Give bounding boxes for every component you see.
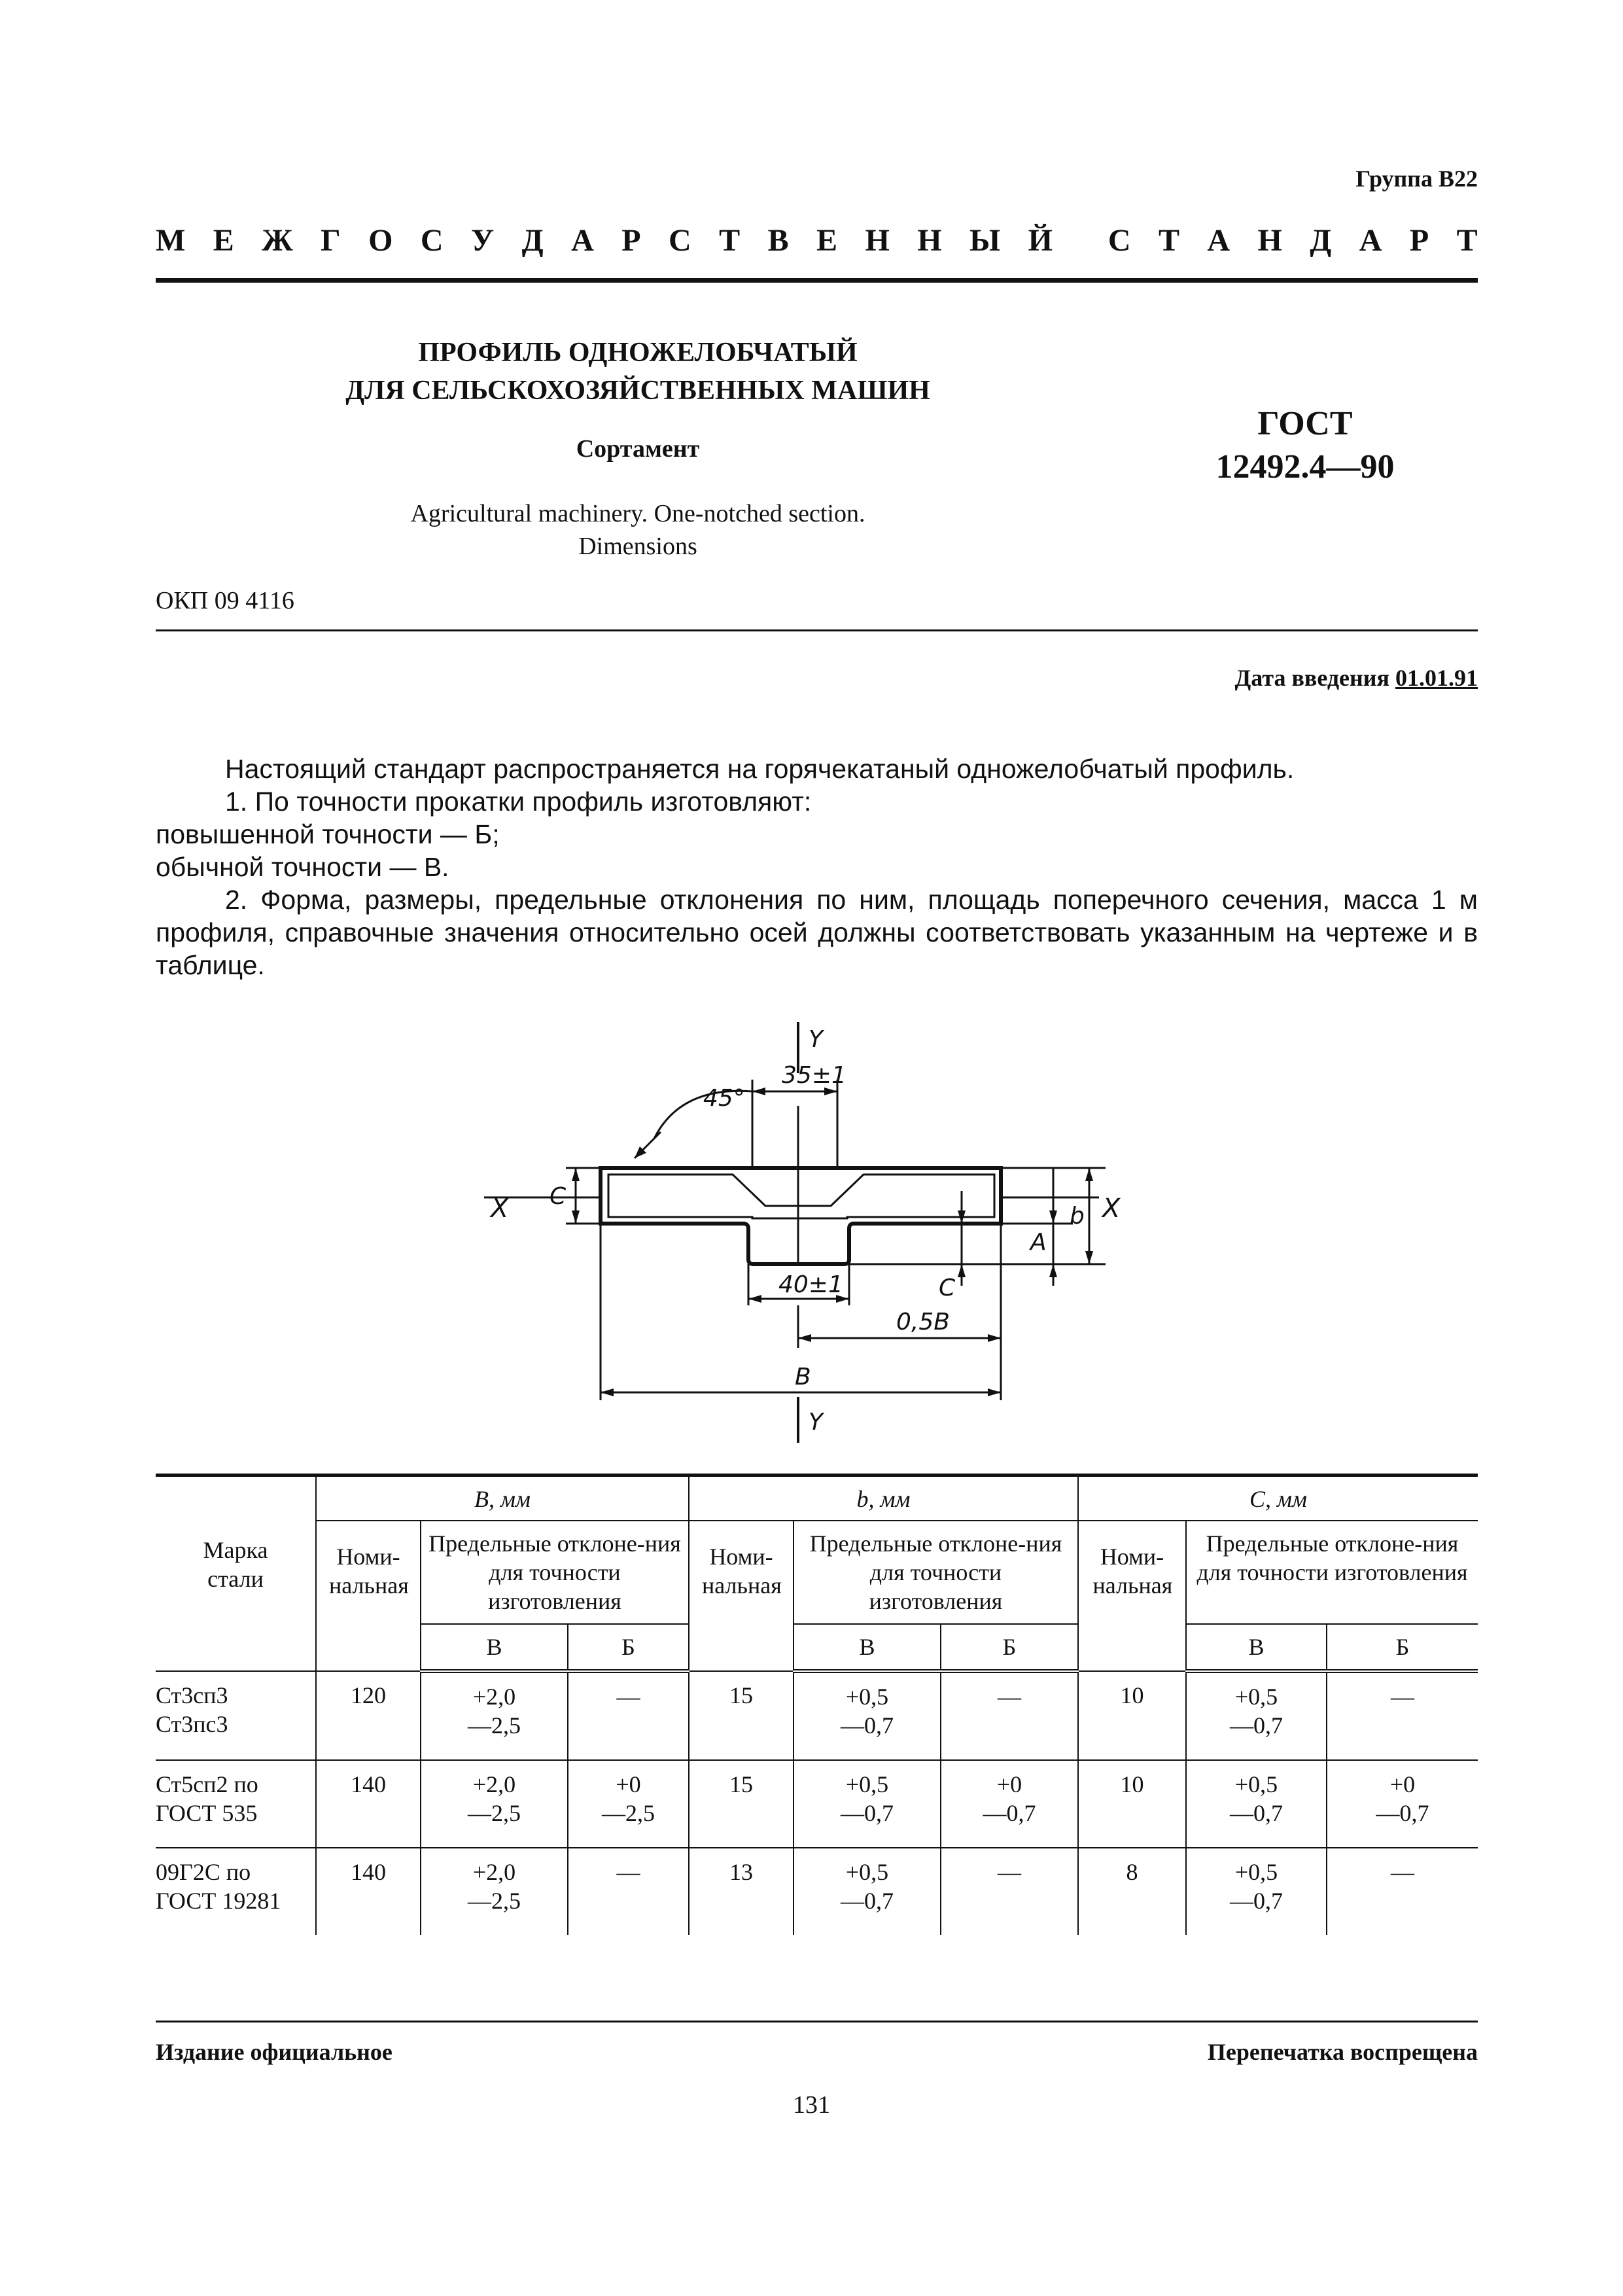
arrow-a-mid <box>1049 1210 1057 1224</box>
header-steel-grade <box>156 1475 316 1672</box>
cell-line: —0,7 <box>841 1888 894 1914</box>
header-group-B: B, мм <box>316 1475 689 1521</box>
header-b-nominal-text: Номи-нальная <box>702 1544 782 1598</box>
cell-line: —0,7 <box>841 1712 894 1739</box>
interstate-letter: С <box>420 223 444 258</box>
header-b-deviation: Предельные отклоне-ния для точности изготовления <box>794 1521 1078 1624</box>
cell-b-nom <box>689 1848 794 1935</box>
cell-line: —2,5 <box>468 1800 521 1826</box>
interstate-letter: Р <box>621 223 641 258</box>
gost-code: 12492.4—90 <box>1215 448 1395 486</box>
arrow-35-left <box>752 1087 765 1095</box>
cell-line: —2,5 <box>468 1888 521 1914</box>
label-dim-b-small: b <box>1070 1203 1085 1229</box>
cell-c-v <box>1186 1760 1327 1848</box>
label-dim-b-total: B <box>795 1364 811 1390</box>
interstate-letter: Т <box>1158 223 1179 258</box>
header-B-acc-b: Б <box>568 1624 689 1671</box>
header-C-nominal <box>1078 1521 1186 1671</box>
cell-line: ГОСТ 535 <box>156 1800 258 1826</box>
introduction-date <box>1235 664 1478 692</box>
cell-line: —0,7 <box>1230 1800 1283 1826</box>
header-b-nominal <box>689 1521 794 1671</box>
cell-b-nom <box>316 1671 421 1760</box>
header-b-acc-v: В <box>794 1624 941 1671</box>
arrow-b-bottom <box>1085 1251 1093 1264</box>
cell-c-b <box>1327 1760 1478 1848</box>
english-title-line-1: Agricultural machinery. One-notched section. <box>410 500 865 527</box>
interstate-letter: Т <box>1456 223 1478 258</box>
cell-line: Ст3пс3 <box>156 1711 228 1737</box>
cell-line: 09Г2С по <box>156 1859 251 1885</box>
header-C-acc-v: В <box>1186 1624 1327 1671</box>
cell-line: — <box>1391 1684 1414 1710</box>
header-B-nominal <box>316 1521 421 1671</box>
cell-grade <box>156 1848 316 1935</box>
header-group-C: C, мм <box>1078 1475 1478 1521</box>
label-dim-a: A <box>1030 1229 1047 1256</box>
body-paragraph-scope: Настоящий стандарт распространяется на горячекатаный одножелобчатый профиль. <box>225 754 1295 784</box>
cell-line: +2,0 <box>472 1771 516 1797</box>
interstate-letter: Р <box>1409 223 1429 258</box>
group-label: Группа В22 <box>1355 166 1478 192</box>
interstate-letter: Д <box>521 223 544 258</box>
header-C-nominal-text: Номи-нальная <box>1092 1544 1173 1598</box>
label-dim-35: 35±1 <box>782 1062 846 1089</box>
table-row <box>156 1760 1478 1848</box>
interstate-letter: А <box>1207 223 1230 258</box>
header-group-b: b, мм <box>689 1475 1078 1521</box>
cell-b-b <box>568 1671 689 1760</box>
cell-line: 120 <box>351 1682 386 1708</box>
okp-rule <box>156 629 1478 631</box>
interstate-letter: Е <box>816 223 838 258</box>
body-accuracy-high: повышенной точности — Б; <box>156 819 500 849</box>
interstate-letter: Н <box>1257 223 1282 258</box>
cell-c-nom <box>1078 1671 1186 1760</box>
footer-official-edition: Издание официальное <box>156 2039 393 2065</box>
label-dim-half-b: 0,5B <box>896 1309 950 1335</box>
cell-line: 140 <box>351 1859 386 1885</box>
okp-code: ОКП 09 4116 <box>156 587 294 614</box>
profile-drawing <box>445 1008 1164 1453</box>
cell-b-v <box>794 1760 941 1848</box>
cell-line: —0,7 <box>983 1800 1036 1826</box>
interstate-letter: Ы <box>969 223 1001 258</box>
interstate-letter: Д <box>1310 223 1332 258</box>
cell-b-v <box>794 1671 941 1760</box>
cell-line: —2,5 <box>468 1712 521 1739</box>
cell-b-nom <box>316 1760 421 1848</box>
dimensions-table <box>156 1474 1478 1935</box>
arrow-b-top <box>1085 1168 1093 1181</box>
cell-line: — <box>998 1684 1021 1710</box>
cell-line: 15 <box>729 1771 753 1797</box>
cell-line: +0 <box>1389 1771 1416 1797</box>
interstate-letter: С <box>669 223 691 258</box>
interstate-letter: Т <box>719 223 741 258</box>
cell-line: +0 <box>616 1771 641 1797</box>
cell-grade <box>156 1671 316 1760</box>
cell-line: —2,5 <box>602 1800 655 1826</box>
arrow-half-b-left <box>798 1334 811 1342</box>
document-subtitle: Сортамент <box>576 435 700 463</box>
interstate-letter: А <box>571 223 594 258</box>
header-steel-grade-text: Марка стали <box>203 1537 268 1592</box>
interstate-letter: Н <box>917 223 942 258</box>
cell-line: — <box>616 1859 640 1885</box>
cell-b-nom <box>689 1760 794 1848</box>
cell-b-v <box>421 1671 568 1760</box>
body-paragraph-form: 2. Форма, размеры, предельные отклонения по ним, площадь поперечного сечения, масса 1 м профиля, справочные значения относительно осей должны соответствовать указанным на чертеже и в таблице. <box>156 885 1478 980</box>
english-title <box>262 497 1014 563</box>
cell-c-b <box>1327 1848 1478 1935</box>
label-axis-y-top: Y <box>809 1026 823 1053</box>
header-B-deviation: Предельные отклоне-ния для точности изготовления <box>421 1521 689 1624</box>
interstate-letter: В <box>767 223 789 258</box>
profile-inner-outline <box>608 1174 994 1218</box>
header-B-nominal-text: Номи-нальная <box>329 1544 409 1598</box>
cell-b-b <box>941 1671 1078 1760</box>
arrow-40-left <box>748 1295 761 1303</box>
interstate-standard-heading <box>156 222 1478 258</box>
label-axis-x-left: X <box>491 1193 509 1224</box>
cell-line: +0,5 <box>1234 1859 1278 1885</box>
english-title-line-2: Dimensions <box>578 533 697 560</box>
cell-line: +0,5 <box>845 1859 889 1885</box>
cell-line: 10 <box>1120 1771 1144 1797</box>
cell-line: +0,5 <box>1234 1771 1278 1797</box>
cell-line: +0,5 <box>845 1684 889 1710</box>
cell-c-nom <box>1078 1848 1186 1935</box>
cell-line: —0,7 <box>1230 1888 1283 1914</box>
title-line-2: ДЛЯ СЕЛЬСКОХОЗЯЙСТВЕННЫХ МАШИН <box>345 376 930 406</box>
cell-c-b <box>1327 1671 1478 1760</box>
cell-line: +2,0 <box>472 1859 516 1885</box>
cell-c-v <box>1186 1848 1327 1935</box>
interstate-letter: М <box>156 223 186 258</box>
gost-label: ГОСТ <box>1257 405 1353 442</box>
cell-b-v <box>421 1760 568 1848</box>
cell-line: +2,0 <box>472 1684 516 1710</box>
interstate-letter: У <box>470 223 495 258</box>
cell-grade <box>156 1760 316 1848</box>
label-dim-c-mid: C <box>939 1275 956 1301</box>
cell-line: —0,7 <box>1230 1712 1283 1739</box>
label-dim-40: 40±1 <box>778 1271 843 1298</box>
label-axis-y-bottom: Y <box>809 1409 823 1436</box>
cell-b-nom <box>316 1848 421 1935</box>
cell-b-b <box>941 1760 1078 1848</box>
arrow-b-right <box>988 1388 1001 1396</box>
body-paragraph-accuracy: 1. По точности прокатки профиль изготовляют: <box>225 786 812 817</box>
header-C-deviation: Предельные отклоне-ния для точности изготовления <box>1186 1521 1478 1624</box>
page-number: 131 <box>793 2091 830 2119</box>
cell-line: 13 <box>729 1859 753 1885</box>
interstate-letter: С <box>1108 223 1131 258</box>
cell-b-v <box>794 1848 941 1935</box>
cell-b-b <box>568 1760 689 1848</box>
cell-line: +0,5 <box>845 1771 889 1797</box>
interstate-letter: О <box>368 223 393 258</box>
interstate-letter: Е <box>213 223 234 258</box>
introduction-date-value: 01.01.91 <box>1395 665 1478 691</box>
interstate-letter: Й <box>1028 223 1053 258</box>
arrow-half-b-right <box>988 1334 1001 1342</box>
cell-b-v <box>421 1848 568 1935</box>
footer-reprint-prohibited: Перепечатка воспрещена <box>1207 2039 1478 2065</box>
header-B-acc-v: В <box>421 1624 568 1671</box>
body-text <box>156 752 1478 981</box>
table-row <box>156 1848 1478 1935</box>
header-rule <box>156 278 1478 283</box>
cell-b-b <box>568 1848 689 1935</box>
cell-line: — <box>616 1684 640 1710</box>
cell-line: 10 <box>1120 1682 1144 1708</box>
cell-line: +0 <box>996 1771 1022 1797</box>
cell-line: 15 <box>729 1682 753 1708</box>
title-line-1: ПРОФИЛЬ ОДНОЖЕЛОБЧАТЫЙ <box>418 338 858 368</box>
interstate-letter: Н <box>865 223 890 258</box>
cell-b-nom <box>689 1671 794 1760</box>
introduction-date-label: Дата введения <box>1234 665 1389 691</box>
document-title <box>262 334 1014 410</box>
interstate-letter: Ж <box>262 223 293 258</box>
arrow-c-mid-bottom <box>958 1264 966 1277</box>
cell-line: —0,7 <box>841 1800 894 1826</box>
arrow-b-left <box>601 1388 614 1396</box>
label-angle: 45° <box>703 1085 745 1112</box>
cell-line: Ст3сп3 <box>156 1682 228 1708</box>
cell-line: 8 <box>1126 1859 1138 1885</box>
table-row <box>156 1671 1478 1760</box>
cell-line: —0,7 <box>1376 1800 1429 1826</box>
cell-c-v <box>1186 1671 1327 1760</box>
cell-b-b <box>941 1848 1078 1935</box>
cell-line: ГОСТ 19281 <box>156 1888 281 1914</box>
arrow-c-bottom <box>572 1210 580 1224</box>
cell-line: Ст5сп2 по <box>156 1771 258 1797</box>
cell-line: +0,5 <box>1234 1684 1278 1710</box>
arrow-a-bottom <box>1049 1264 1057 1277</box>
footer-rule <box>156 2021 1478 2022</box>
arrow-c-top <box>572 1168 580 1181</box>
gost-number <box>1178 402 1433 489</box>
cell-c-nom <box>1078 1760 1186 1848</box>
body-accuracy-normal: обычной точности — В. <box>156 852 449 882</box>
interstate-letter: Г <box>321 223 341 258</box>
header-C-acc-b: Б <box>1327 1624 1478 1671</box>
label-axis-x-right: X <box>1102 1193 1121 1224</box>
interstate-letter: А <box>1359 223 1382 258</box>
cell-line: — <box>998 1859 1021 1885</box>
cell-line: 140 <box>351 1771 386 1797</box>
label-dim-c-left: C <box>550 1183 567 1210</box>
header-b-acc-b: Б <box>941 1624 1078 1671</box>
cell-line: — <box>1391 1859 1414 1885</box>
